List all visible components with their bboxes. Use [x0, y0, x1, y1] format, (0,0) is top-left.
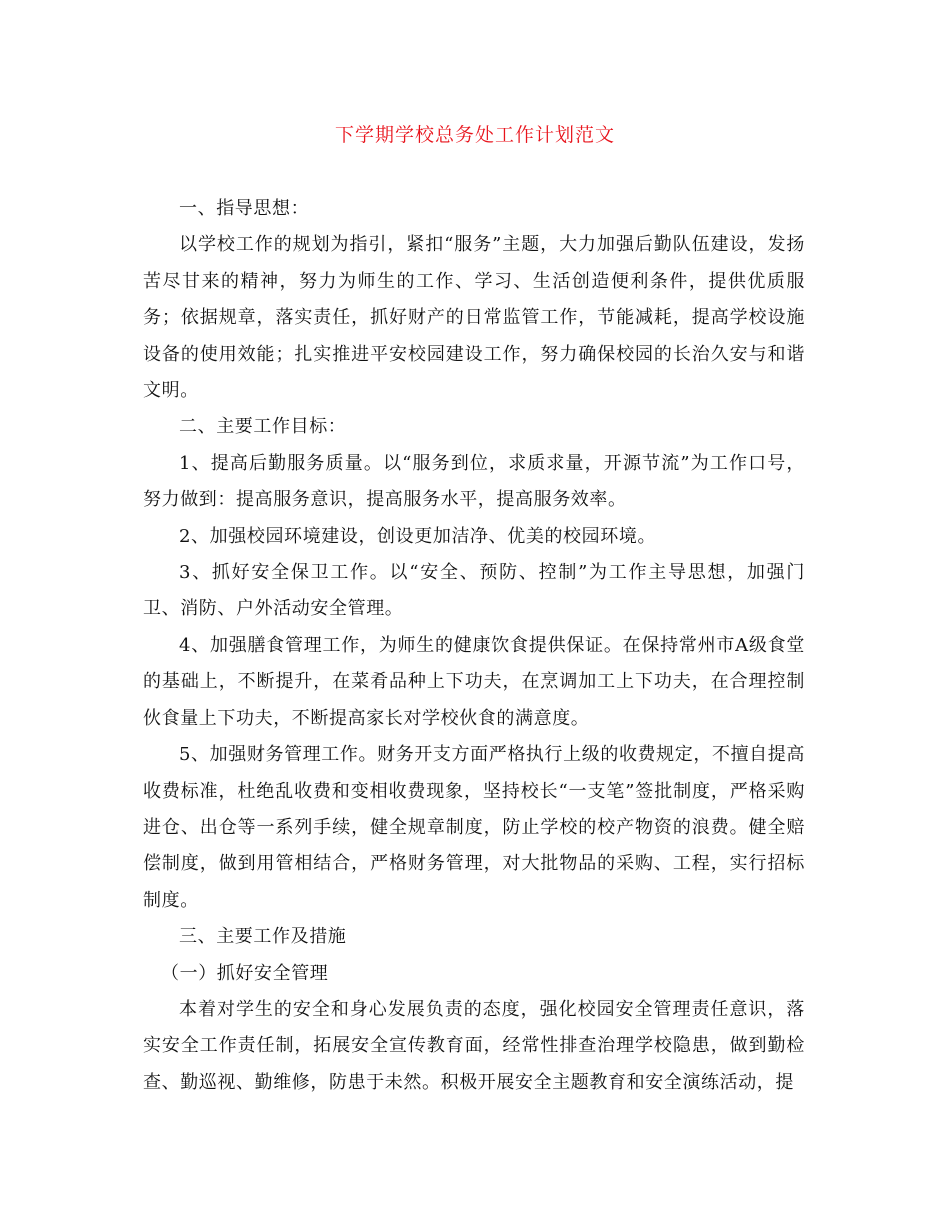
goal-item-5: 5、加强财务管理工作。财务开支方面严格执行上级的收费规定，不擅自提高收费标准，杜绝乱收费和变相收费现象，坚持校长“一支笔”签批制度，严格采购进仓、出仓等一系列手续，健全规章制度，防止学校的校产物资的浪费。健全赔偿制度，做到用管相结合，严格财务管理，对大批物品的采购、工程，实行招标制度。 — [143, 744, 805, 911]
subsection-heading-safety: （一）抓好安全管理 — [161, 962, 329, 984]
section-heading-guiding-ideology: 一、指导思想： — [179, 198, 310, 219]
paragraph-safety-management: 本着对学生的安全和身心发展负责的态度，强化校园安全管理责任意识，落实安全工作责任制，拓展安全宣传教育面，经常性排查治理学校隐患，做到勤检查、勤巡视、勤维修，防患于未然。积极开展安全主题教育和安全演练活动，提 — [143, 998, 805, 1093]
section-heading-main-work: 三、主要工作及措施 — [179, 926, 347, 948]
document-body — [143, 191, 805, 1101]
goal-item-4: 4、加强膳食管理工作，为师生的健康饮食提供保证。在保持常州市A级食堂的基础上，不断提升，在菜肴品种上下功夫，在烹调加工上下功夫，在合理控制伙食量上下功夫，不断提高家长对学校伙食的满意度。 — [143, 634, 805, 729]
section-heading-main-goals: 二、主要工作目标： — [179, 416, 347, 438]
paragraph-guiding-ideology: 以学校工作的规划为指引，紧扣“服务”主题，大力加强后勤队伍建设，发扬苦尽甘来的精神，努力为师生的工作、学习、生活创造便利条件，提供优质服务；依据规章，落实责任，抓好财产的日常监管工作，节能减耗，提高学校设施设备的使用效能；扎实推进平安校园建设工作，努力确保校园的长治久安与和谐文明。 — [143, 234, 805, 402]
goal-item-1: 1、提高后勤服务质量。以“服务到位，求质求量，开源节流”为工作口号，努力做到：提高服务意识，提高服务水平，提高服务效率。 — [143, 452, 805, 511]
goal-item-3: 3、抓好安全保卫工作。以“安全、预防、控制”为工作主导思想，加强门卫、消防、户外活动安全管理。 — [143, 562, 805, 620]
document-title: 下学期学校总务处工作计划范文 — [334, 124, 615, 146]
goal-item-2: 2、加强校园环境建设，创设更加洁净、优美的校园环境。 — [179, 525, 657, 547]
